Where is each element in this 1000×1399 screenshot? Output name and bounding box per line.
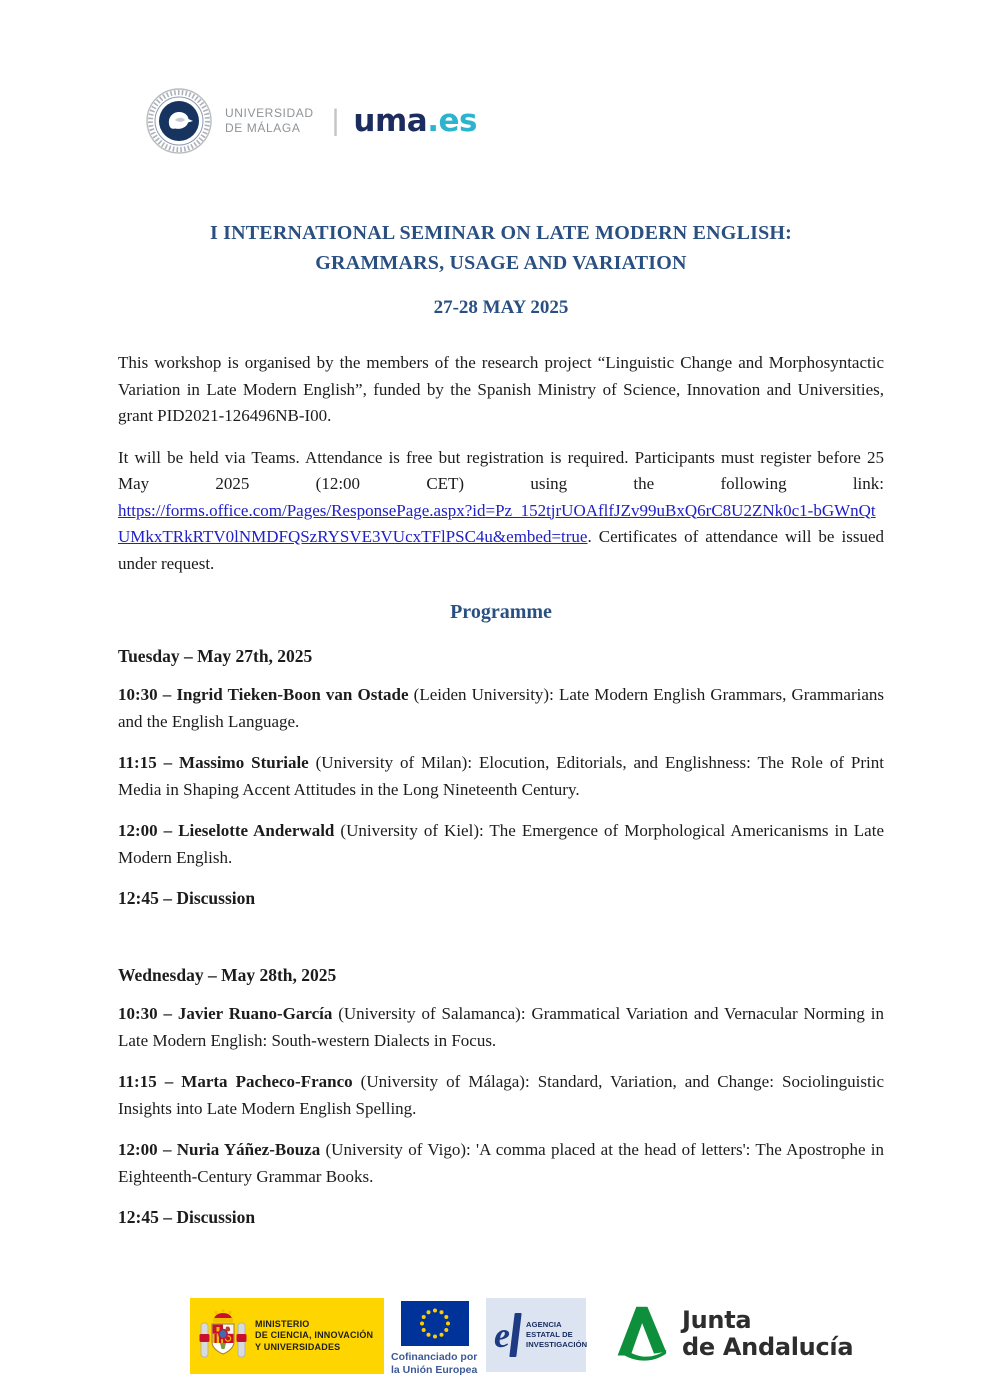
day-heading-wednesday: Wednesday – May 28th, 2025	[118, 965, 337, 985]
agencia-label-line3: INVESTIGACIÓN	[525, 1339, 588, 1349]
session-time-speaker: 11:15 – Marta Pacheco-Franco	[118, 1072, 353, 1091]
seminar-title-line2: GRAMMARS, USAGE AND VARIATION	[315, 252, 687, 274]
junta-andalucia-logo	[612, 1304, 853, 1364]
uma-wordmark-es: .es	[427, 103, 477, 139]
discussion-entry: 12:45 – Discussion	[118, 888, 256, 908]
junta-label-line1: Junta	[682, 1306, 752, 1334]
ministry-label	[255, 1319, 373, 1354]
seminar-title	[118, 218, 884, 278]
session-details: (University of Salamanca): Grammatical Variation and Vernacular Norming in Late Modern English: South-western Dialects in Focus.	[118, 1004, 884, 1050]
session-time-speaker: 10:30 – Javier Ruano-García	[118, 1004, 333, 1023]
funding-logos-footer	[190, 1298, 853, 1376]
university-name-line1: UNIVERSIDAD	[225, 106, 314, 120]
uma-wordmark-uma: uma	[353, 103, 428, 139]
ministry-logo	[190, 1298, 384, 1374]
discussion-entry: 12:45 – Discussion	[118, 1207, 256, 1227]
eu-label-line2: la Unión Europea	[391, 1363, 478, 1376]
session-details: (University of Kiel): The Emergence of Morphological Americanisms in Late Modern English.	[118, 821, 884, 867]
ministry-label-line1: MINISTERIO	[255, 1318, 310, 1329]
session-details: (University of Vigo): 'A comma placed at the head of letters': The Apostrophe in Eighteenth-Century Grammar Books.	[118, 1140, 884, 1186]
intro-paragraph-2: It will be held via Teams. Attendance is free but registration is required. Participants must register before 25 May 2025 (12:00 CET) using the following link:	[118, 447, 884, 493]
university-name	[225, 106, 314, 136]
registration-link[interactable]: https://forms.office.com/Pages/ResponsePage.aspx?id=Pz_152tjrUOAflfJZv99uBxQ6rC8U2ZNk0c1-bGWnQtUMkxTRkRTV0lNMDFQSzRYSVE3VUcxTFlPSC4u&embed=true	[118, 500, 876, 546]
intro-paragraph-1: This workshop is organised by the members of the research project “Linguistic Change and Morphosyntactic Variation in Late Modern English”, funded by the Spanish Ministry of Science, Innovation and Universities, grant PID2021-126496NB-I00.	[118, 353, 884, 425]
session-entry	[118, 750, 884, 803]
junta-label-line2: de Andalucía	[682, 1333, 854, 1361]
agencia-label-line1: AGENCIA	[525, 1320, 562, 1330]
seminar-date: 27-28 MAY 2025	[433, 297, 569, 318]
programme-heading: Programme	[450, 601, 552, 623]
uma-es-wordmark	[353, 103, 477, 139]
university-name-line2: DE MÁLAGA	[225, 121, 301, 135]
registration-paragraph-tail: . Certificates of attendance will be issued under request.	[118, 527, 884, 573]
agencia-label	[526, 1320, 587, 1349]
session-time-speaker: 10:30 – Ingrid Tieken-Boon van Ostade	[118, 685, 409, 704]
uma-brand-bar	[145, 86, 477, 156]
junta-a-icon	[612, 1304, 668, 1364]
spain-coat-of-arms-icon	[199, 1307, 247, 1365]
session-details: (University of Málaga): Standard, Variation, and Change: Sociolinguistic Insights into Late Modern English Spelling.	[118, 1072, 884, 1118]
session-time-speaker: 11:15 – Massimo Sturiale	[118, 753, 309, 772]
agencia-ei-icon: e	[494, 1313, 519, 1357]
session-time-speaker: 12:00 – Nuria Yáñez-Bouza	[118, 1140, 321, 1159]
registration-paragraph	[118, 498, 884, 578]
brand-separator: |	[331, 104, 340, 137]
agencia-label-line2: ESTATAL DE	[525, 1330, 573, 1340]
session-entry	[118, 818, 884, 871]
session-entry	[118, 1137, 884, 1190]
session-entry	[118, 1001, 884, 1054]
session-details: (Leiden University): Late Modern English Grammars, Grammarians and the English Language.	[118, 685, 884, 731]
session-time-speaker: 12:00 – Lieselotte Anderwald	[118, 821, 335, 840]
ministry-label-line3: Y UNIVERSIDADES	[255, 1341, 341, 1352]
eu-label-line1: Cofinanciado por	[391, 1351, 478, 1363]
eu-cofunding-label	[391, 1351, 477, 1376]
seminar-title-line1: I INTERNATIONAL SEMINAR ON LATE MODERN ENGLISH:	[209, 222, 793, 244]
junta-label	[682, 1307, 853, 1361]
day-heading-tuesday: Tuesday – May 27th, 2025	[118, 646, 313, 666]
uma-seal-icon	[145, 87, 213, 155]
agencia-estatal-logo	[486, 1298, 586, 1372]
session-entry	[118, 1069, 884, 1122]
session-details: (University of Milan): Elocution, Editorials, and Englishness: The Role of Print Media in Shaping Accent Attitudes in the Long Nineteenth Century.	[118, 753, 884, 799]
document-body	[118, 218, 884, 1228]
ministry-label-line2: DE CIENCIA, INNOVACIÓN	[255, 1330, 374, 1341]
eu-cofunding-logo	[391, 1298, 479, 1376]
eu-flag-icon	[401, 1301, 469, 1346]
session-entry	[118, 682, 884, 735]
